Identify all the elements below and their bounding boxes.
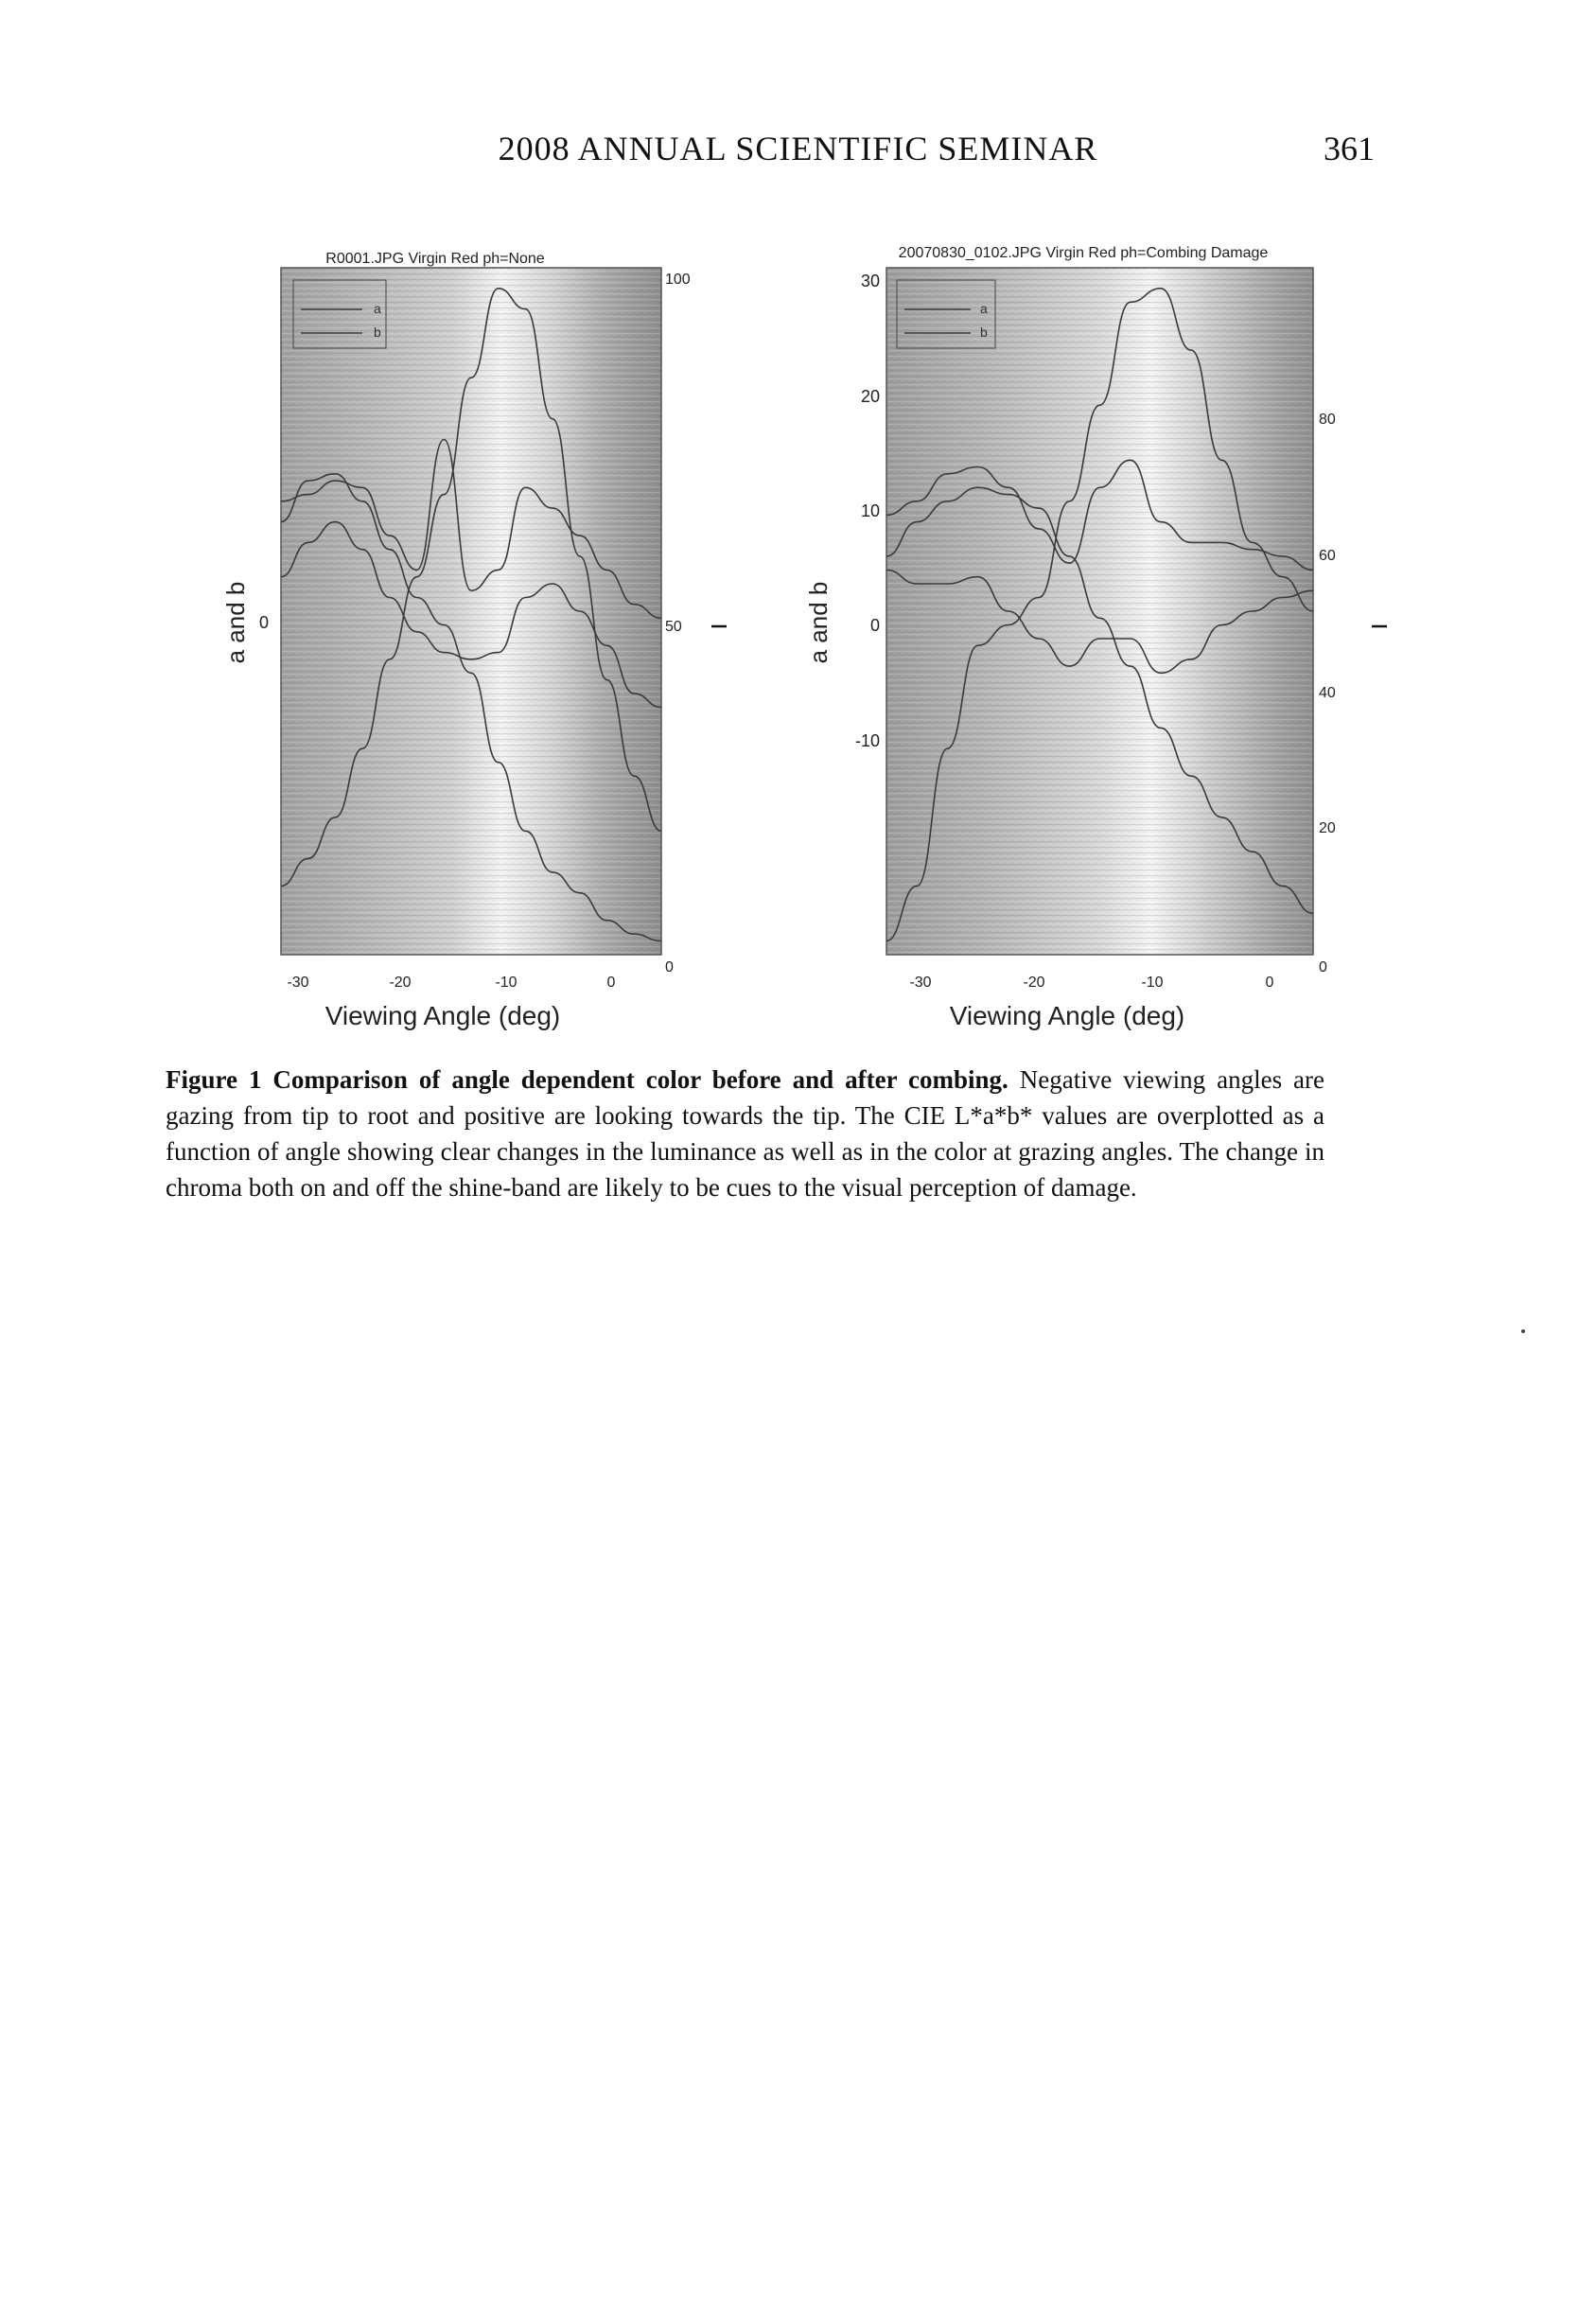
panel-1-right-tick: 0 — [665, 959, 674, 975]
panel-2-legend-b: b — [980, 325, 988, 340]
panel-2-right-tick: 40 — [1319, 685, 1336, 701]
panel-2-right-tick: 60 — [1319, 548, 1336, 564]
panel-2-right-tick: 0 — [1319, 959, 1327, 975]
panel-1-ylabel: a and b — [221, 581, 250, 664]
caption-lead: Figure 1 Comparison of angle dependent color before and after combing. — [166, 1065, 1008, 1094]
panel-1-x-tick: -30 — [287, 975, 309, 991]
panel-2-legend-a: a — [980, 301, 988, 316]
panel-1-texture — [281, 268, 661, 955]
panel-2-left-tick: 10 — [860, 501, 880, 520]
panel-2-left-tick: 30 — [860, 272, 880, 290]
panel-1-legend-a: a — [374, 301, 381, 316]
panel-2-xlabel: Viewing Angle (deg) — [949, 1001, 1185, 1030]
running-title: 2008 ANNUAL SCIENTIFIC SEMINAR — [498, 130, 1098, 167]
panel-1-title: R0001.JPG Virgin Red ph=None — [325, 251, 545, 267]
panel-2-left-tick: 20 — [860, 387, 880, 406]
panel-2-x-tick: -30 — [909, 975, 932, 991]
figure-1 — [0, 0, 1596, 1088]
panel-2-right-tick: 20 — [1319, 820, 1336, 836]
page-number: 361 — [1324, 130, 1375, 167]
panel-1-x-tick: -10 — [495, 975, 517, 991]
panel-1 — [221, 251, 727, 1030]
panel-2-left-tick: -10 — [854, 731, 880, 750]
panel-1-x-tick: 0 — [606, 975, 616, 991]
panel-2-title: 20070830_0102.JPG Virgin Red ph=Combing Damage — [898, 245, 1269, 261]
figure-caption — [166, 1062, 1324, 1205]
panel-1-right-tick: 50 — [665, 619, 682, 635]
panel-2 — [804, 245, 1387, 1030]
panel-2-x-tick: 0 — [1265, 975, 1274, 991]
panel-2-left-tick: 0 — [869, 616, 880, 635]
scan-speck — [1521, 1329, 1525, 1333]
panel-1-x-tick: -20 — [389, 975, 412, 991]
panel-1-right-tick: 100 — [665, 272, 691, 288]
panel-2-right-tick: 80 — [1319, 412, 1336, 428]
panel-2-x-tick: -20 — [1023, 975, 1045, 991]
panel-2-ylabel: a and b — [804, 581, 833, 664]
figure-1-svg — [0, 0, 1596, 1088]
caption-body: Negative viewing angles are gazing from tip to root and positive are looking towards the tip. The CIE L*a*b* values are overplotted as a function of angle showing clear changes in the luminance as well as in the color at grazing angles. The change in chroma both on and off the shine-band are likely to be cues to the visual perception of damage. — [166, 1065, 1324, 1202]
panel-1-xlabel: Viewing Angle (deg) — [324, 1001, 561, 1030]
panel-1-left-tick: 0 — [258, 613, 269, 632]
panel-1-legend-b: b — [374, 325, 381, 340]
panel-2-x-tick: -10 — [1141, 975, 1164, 991]
